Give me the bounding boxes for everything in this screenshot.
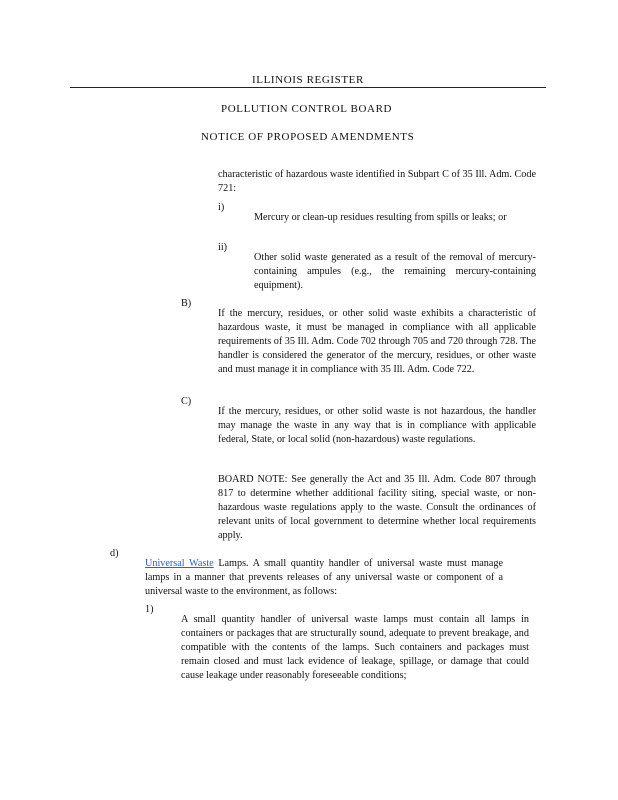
item-b-text: If the mercury, residues, or other solid waste exhibits a characteristic of hazardous waste, it must be managed in compliance with all applicable requirements of 35 Ill. Adm. Code 702 through 705 and 720 through 728. The handler is considered the generator of the mercury, residues, or other waste and must manage it in compliance with 35 Ill. Adm. Code 722. [218, 308, 536, 376]
item-1-label: 1) [145, 604, 154, 615]
notice-title: NOTICE OF PROPOSED AMENDMENTS [201, 131, 415, 143]
item-c-text: If the mercury, residues, or other solid waste is not hazardous, the handler may manage the waste in any way that is in compliance with applicable federal, State, or local solid (non-hazardous) waste regulations. [218, 406, 536, 446]
item-ii-label: ii) [218, 242, 228, 253]
item-d-label: d) [110, 548, 119, 559]
item-d-text [145, 557, 503, 599]
item-1-text: A small quantity handler of universal waste lamps must contain all lamps in containers or packages that are structurally sound, adequate to prevent breakage, and compatible with the contents of the lamps. Such containers and packages must remain closed and must lack evidence of leakage, spillage, or damage that could cause leakage under reasonably foreseeable conditions; [181, 614, 529, 682]
board-note: BOARD NOTE: See generally the Act and 35 Ill. Adm. Code 807 through 817 to determine whether additional facility siting, special waste, or non-hazardous waste regulations apply to the waste. Consult the ordinances of relevant units of local government to determine whether local requirements apply. [218, 474, 536, 542]
board-name: POLLUTION CONTROL BOARD [221, 103, 393, 115]
item-c-label: C) [181, 396, 192, 407]
header-divider [70, 87, 546, 88]
universal-waste-link[interactable]: Universal Waste [145, 558, 214, 570]
intro-paragraph: characteristic of hazardous waste identified in Subpart C of 35 Ill. Adm. Code 721: [218, 169, 536, 195]
item-d-body: Lamps. A small quantity handler of universal waste must manage lamps in a manner that prevents releases of any universal waste or component of a universal waste to the environment, as follows: [145, 558, 503, 598]
item-ii-text: Other solid waste generated as a result of the removal of mercury-containing ampules (e.g., the remaining mercury-containing equipment). [254, 252, 536, 292]
item-i-label: i) [218, 202, 225, 213]
register-title: ILLINOIS REGISTER [252, 74, 364, 86]
item-i-text: Mercury or clean-up residues resulting from spills or leaks; or [254, 212, 507, 224]
item-b-label: B) [181, 298, 192, 309]
